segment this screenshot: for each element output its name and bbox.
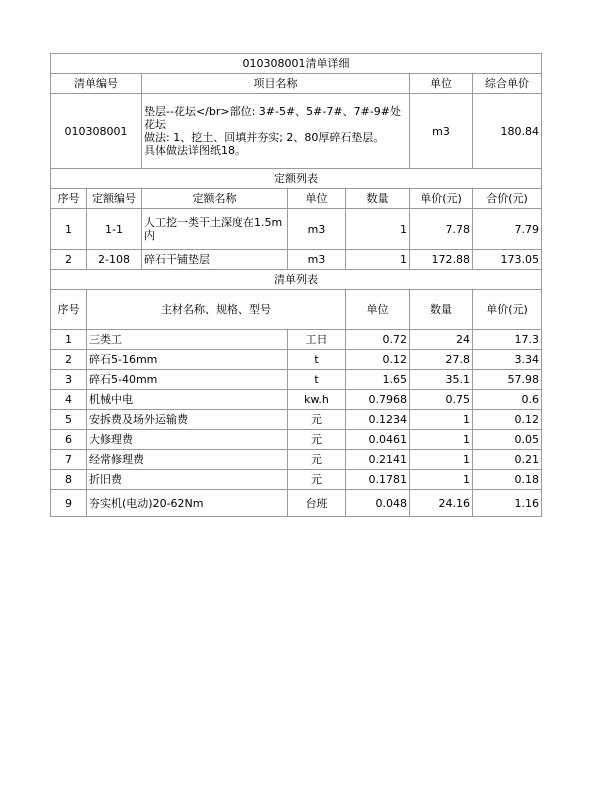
material-unit: 元 — [288, 430, 346, 450]
material-name: 碎石5-16mm — [87, 350, 288, 370]
material-qty: 0.0461 — [346, 430, 410, 450]
material-header-name: 主材名称、规格、型号 — [87, 290, 346, 330]
material-no: 4 — [51, 390, 87, 410]
material-qty: 0.12 — [346, 350, 410, 370]
quota-header-unit: 单位 — [288, 189, 346, 209]
material-row — [51, 390, 542, 410]
material-total: 57.98 — [473, 370, 542, 390]
quota-unit: m3 — [288, 209, 346, 250]
header-name: 项目名称 — [142, 74, 410, 94]
material-unit: 台班 — [288, 490, 346, 517]
header-code: 清单编号 — [51, 74, 142, 94]
item-price: 180.84 — [473, 94, 542, 169]
material-no: 1 — [51, 330, 87, 350]
material-name: 碎石5-40mm — [87, 370, 288, 390]
material-unit: kw.h — [288, 390, 346, 410]
material-name: 安拆费及场外运输费 — [87, 410, 288, 430]
material-unit: t — [288, 370, 346, 390]
material-price: 1 — [410, 450, 473, 470]
material-total: 17.3 — [473, 330, 542, 350]
material-qty: 0.048 — [346, 490, 410, 517]
material-header-price: 单价(元) — [473, 290, 542, 330]
material-qty: 0.7968 — [346, 390, 410, 410]
material-unit: 元 — [288, 450, 346, 470]
quota-row — [51, 209, 542, 250]
quota-no: 1 — [51, 209, 87, 250]
quota-name: 碎石干铺垫层 — [142, 250, 288, 270]
quota-unit: m3 — [288, 250, 346, 270]
quota-header-qty: 数量 — [346, 189, 410, 209]
material-row — [51, 450, 542, 470]
material-section-title: 清单列表 — [51, 270, 542, 290]
material-name: 大修理费 — [87, 430, 288, 450]
material-qty: 0.1234 — [346, 410, 410, 430]
quota-price: 172.88 — [410, 250, 473, 270]
material-header-qty: 数量 — [410, 290, 473, 330]
material-unit: 工日 — [288, 330, 346, 350]
material-no: 5 — [51, 410, 87, 430]
item-code: 010308001 — [51, 94, 142, 169]
material-row — [51, 410, 542, 430]
quota-header-code: 定额编号 — [87, 189, 142, 209]
material-row — [51, 330, 542, 350]
material-no: 7 — [51, 450, 87, 470]
material-price: 35.1 — [410, 370, 473, 390]
quota-name: 人工挖一类干土深度在1.5m内 — [142, 209, 288, 250]
material-qty: 0.2141 — [346, 450, 410, 470]
quota-qty: 1 — [346, 209, 410, 250]
material-price: 0.75 — [410, 390, 473, 410]
item-name-line: 做法: 1、挖土、回填并夯实; 2、80厚碎石垫层。 — [144, 131, 385, 144]
material-qty: 0.72 — [346, 330, 410, 350]
material-no: 9 — [51, 490, 87, 517]
material-name: 经常修理费 — [87, 450, 288, 470]
header-unit: 单位 — [410, 74, 473, 94]
material-unit: t — [288, 350, 346, 370]
material-name: 机械中电 — [87, 390, 288, 410]
material-row — [51, 430, 542, 450]
quota-row — [51, 250, 542, 270]
bill-detail-table — [50, 53, 542, 330]
sheet-title: 010308001清单详细 — [51, 54, 542, 74]
item-unit: m3 — [410, 94, 473, 169]
material-unit: 元 — [288, 410, 346, 430]
material-row — [51, 350, 542, 370]
material-price: 24 — [410, 330, 473, 350]
material-name: 三类工 — [87, 330, 288, 350]
item-name-line: 具体做法详图纸18。 — [144, 144, 246, 157]
quota-code: 2-108 — [87, 250, 142, 270]
material-no: 8 — [51, 470, 87, 490]
material-row — [51, 490, 542, 517]
material-total: 0.6 — [473, 390, 542, 410]
material-total: 0.21 — [473, 450, 542, 470]
material-header-no: 序号 — [51, 290, 87, 330]
quota-header-price: 单价(元) — [410, 189, 473, 209]
material-total: 0.12 — [473, 410, 542, 430]
material-qty: 0.1781 — [346, 470, 410, 490]
material-price: 1 — [410, 470, 473, 490]
material-qty: 1.65 — [346, 370, 410, 390]
material-body — [51, 330, 542, 517]
quota-no: 2 — [51, 250, 87, 270]
quota-code: 1-1 — [87, 209, 142, 250]
header-price: 综合单价 — [473, 74, 542, 94]
material-price: 1 — [410, 410, 473, 430]
quota-total: 173.05 — [473, 250, 542, 270]
material-row — [51, 470, 542, 490]
material-name: 夯实机(电动)20-62Nm — [87, 490, 288, 517]
quota-total: 7.79 — [473, 209, 542, 250]
material-total: 1.16 — [473, 490, 542, 517]
item-name-line: 垫层--花坛</br>部位: 3#-5#、5#-7#、7#-9#处花坛 — [144, 105, 401, 131]
material-header-unit: 单位 — [346, 290, 410, 330]
material-no: 3 — [51, 370, 87, 390]
material-price: 27.8 — [410, 350, 473, 370]
material-total: 0.05 — [473, 430, 542, 450]
bill-detail-sheet — [50, 53, 541, 517]
quota-header-total: 合价(元) — [473, 189, 542, 209]
quota-qty: 1 — [346, 250, 410, 270]
material-total: 3.34 — [473, 350, 542, 370]
material-no: 2 — [51, 350, 87, 370]
item-name — [142, 94, 410, 169]
material-unit: 元 — [288, 470, 346, 490]
material-price: 1 — [410, 430, 473, 450]
material-name: 折旧费 — [87, 470, 288, 490]
material-row — [51, 370, 542, 390]
material-total: 0.18 — [473, 470, 542, 490]
material-no: 6 — [51, 430, 87, 450]
quota-header-no: 序号 — [51, 189, 87, 209]
material-price: 24.16 — [410, 490, 473, 517]
quota-section-title: 定额列表 — [51, 169, 542, 189]
material-table — [50, 329, 542, 517]
quota-header-name: 定额名称 — [142, 189, 288, 209]
quota-price: 7.78 — [410, 209, 473, 250]
